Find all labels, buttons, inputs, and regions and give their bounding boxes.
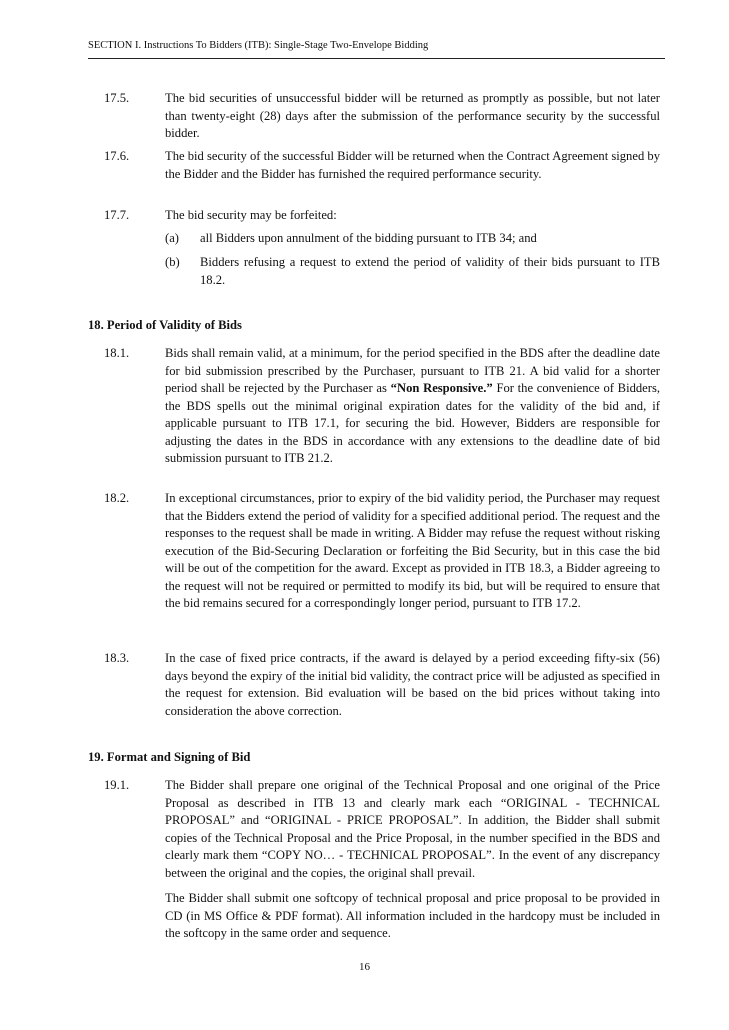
- clause-text: In the case of fixed price contracts, if the award is delayed by a period exceeding fifty-six (56) days beyond the expiry of the initial bid validity, the contract price will be adjusted as specified in the request for extension. Bid evaluation will be based on the bid prices without taking into consideration the above correction.: [165, 651, 660, 718]
- clause-18-1: [104, 345, 660, 468]
- clause-number: 19.1.: [104, 778, 130, 792]
- clause-18-2: [104, 490, 660, 613]
- clause-text: The bid securities of unsuccessful bidder will be returned as promptly as possible, but not later than twenty-eight (28) days after the submission of the performance security by the successful bidder.: [165, 91, 660, 140]
- clause-number: 18.3.: [104, 651, 130, 665]
- subclause-label: (b): [165, 255, 180, 269]
- clause-number: 18.2.: [104, 491, 130, 505]
- clause-17-7: [104, 207, 660, 225]
- clause-number: 17.5.: [104, 91, 130, 105]
- section-title-19: 19. Format and Signing of Bid: [88, 750, 251, 764]
- page-header: [88, 39, 665, 59]
- section-title-18: 18. Period of Validity of Bids: [88, 318, 242, 332]
- clause-number: 17.7.: [104, 208, 130, 222]
- subclause-17-7-a: [165, 230, 660, 248]
- clause-text: The bid security may be forfeited:: [165, 208, 337, 222]
- subclause-17-7-b: [165, 254, 660, 289]
- clause-18-3: [104, 650, 660, 720]
- subclause-label: (a): [165, 231, 179, 245]
- clause-19-1: [104, 777, 660, 943]
- subclause-text: Bidders refusing a request to extend the period of validity of their bids pursuant to ITB 18.2.: [200, 255, 660, 287]
- clause-text: In exceptional circumstances, prior to expiry of the bid validity period, the Purchaser may request that the Bidders extend the period of validity for a specified additional period. The request and the responses to the request shall be made in writing. A Bidder may refuse the request without risking execution of the Bid-Securing Declaration or forfeiting the Bid Security, but in this case the bid will be out of the competition for the award. Except as provided in ITB 18.3, a Bidder agreeing to the request will not be required or permitted to modify its bid, but will be required to ensure that the bid remains secured for a correspondingly longer period, pursuant to ITB 17.2.: [165, 491, 660, 610]
- clause-text: Bids shall remain valid, at a minimum, for the period specified in the BDS after the deadline date for bid submission prescribed by the Purchaser, pursuant to ITB 21. A bid valid for a shorter period shall be rejected by the Purchaser as “Non Responsive.” For the convenience of Bidders, the BDS spells out the minimal original expiration dates for the validity of the bid and, if applicable pursuant to ITB 17.1, for securing the bid. However, Bidders are responsible for adjusting the dates in the BDS in accordance with any extensions to the deadline date of bid submission pursuant to ITB 21.2.: [165, 346, 660, 465]
- page-number: 16: [359, 961, 370, 973]
- clause-17-5: [104, 90, 660, 143]
- subclause-text: all Bidders upon annulment of the bidding pursuant to ITB 34; and: [200, 231, 537, 245]
- non-responsive-term: “Non Responsive.”: [390, 381, 493, 395]
- clause-number: 17.6.: [104, 149, 130, 163]
- clause-paragraph-1: The Bidder shall prepare one original of the Technical Proposal and one original of the Price Proposal as described in ITB 13 and clearly mark each “ORIGINAL - TECHNICAL PROPOSAL” and “ORIGINAL - PRICE PROPOSAL”. In addition, the Bidder shall submit copies of the Technical Proposal and the Price Proposal, in the number specified in the BDS and clearly mark them “COPY NO… - TECHNICAL PROPOSAL”. In the event of any discrepancy between the original and the copies, the original shall prevail.: [165, 778, 660, 880]
- clause-paragraph-2: The Bidder shall submit one softcopy of technical proposal and price proposal to be provided in CD (in MS Office & PDF format). All information included in the hardcopy must be included in the softcopy in the same order and sequence.: [165, 891, 660, 940]
- clause-text: The bid security of the successful Bidder will be returned when the Contract Agreement signed by the Bidder and the Bidder has furnished the required performance security.: [165, 149, 660, 181]
- header-title: SECTION I. Instructions To Bidders (ITB): Single-Stage Two-Envelope Bidding: [88, 40, 429, 51]
- clause-number: 18.1.: [104, 346, 130, 360]
- clause-17-6: [104, 148, 660, 183]
